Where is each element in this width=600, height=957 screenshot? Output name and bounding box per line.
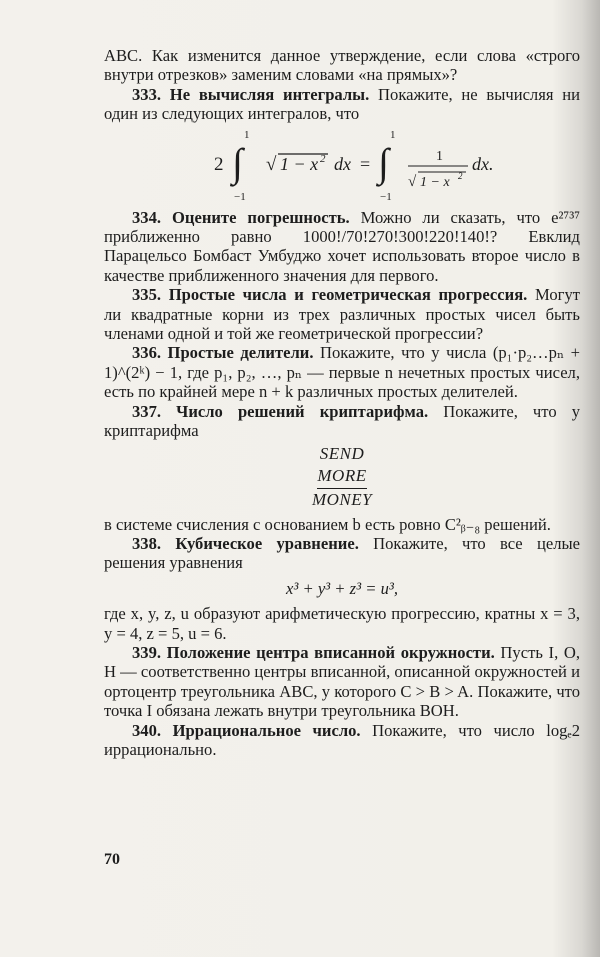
svg-text:∫: ∫ — [232, 139, 243, 185]
problem-336-text: Покажите, что у числа (p₁·p₂…pₙ + 1)^(2ᵏ) − 1, где p₁, p₂, …, pₙ — первые n нечетных простых чисел, есть по крайней мере n + k различных простых делителей. — [104, 343, 580, 402]
svg-text:2: 2 — [214, 153, 224, 175]
svg-text:dx: dx — [334, 153, 351, 174]
problem-338-title: 338. Кубическое уравнение. — [132, 533, 359, 553]
problem-333 — [104, 85, 580, 124]
svg-text:√: √ — [266, 153, 277, 175]
svg-text:dx.: dx. — [472, 153, 494, 174]
svg-text:1: 1 — [244, 128, 250, 141]
text-column — [104, 46, 580, 759]
problem-334-text: Можно ли сказать, что e²⁷³⁷ приближенно равно 1000!/70!270!300!220!140!? Евклид Парацельсо Бомбаст Умбуджо хочет использовать второе число в качестве приближенного значения для первого. — [104, 207, 580, 285]
crypt-word-money: MONEY — [311, 489, 373, 509]
svg-text:√: √ — [408, 173, 417, 190]
problem-339-title: 339. Положение центра вписанной окружности. — [132, 642, 495, 662]
problem-335-text: Могут ли квадратные корни из трех различных простых чисел быть членами одной и той же геометрической прогрессии? — [104, 285, 580, 344]
problem-339 — [104, 643, 580, 721]
problem-334-title: 334. Оцените погрешность. — [132, 207, 350, 227]
svg-text:−1: −1 — [380, 190, 392, 203]
problem-338 — [104, 534, 580, 573]
problem-337-after: в системе счисления с основанием b есть ровно C²ᵦ₋₈ решений. — [104, 514, 551, 534]
page-number: 70 — [104, 851, 120, 868]
svg-text:=: = — [360, 153, 371, 174]
problem-338-after: где x, y, z, u образуют арифметическую прогрессию, кратны x = 3, y = 4, z = 5, u = 6. — [104, 604, 580, 643]
integral-formula — [104, 126, 580, 204]
problem-340-title: 340. Иррациональное число. — [132, 720, 361, 740]
problem-340-text: Покажите, что число logₑ2 иррационально. — [104, 720, 580, 759]
problem-335-title: 335. Простые числа и геометрическая прогрессия. — [132, 285, 528, 305]
problem-335 — [104, 285, 580, 343]
problem-337-title: 337. Число решений криптарифма. — [132, 401, 429, 421]
crypt-word-more: MORE — [317, 465, 366, 489]
problem-336-title: 336. Простые делители. — [132, 343, 314, 363]
problem-337-text: Покажите, что у криптарифма — [104, 401, 581, 441]
integral-formula-graphic — [204, 126, 494, 204]
svg-text:1 − x: 1 − x — [280, 153, 319, 174]
problem-334 — [104, 208, 580, 286]
svg-text:1: 1 — [390, 128, 396, 141]
svg-text:2: 2 — [458, 170, 463, 181]
problem-340 — [104, 721, 580, 760]
svg-text:2: 2 — [320, 152, 326, 165]
problem-336 — [104, 343, 580, 401]
problem-333-title: 333. Не вычисляя интегралы. — [132, 84, 370, 104]
svg-text:∫: ∫ — [378, 139, 389, 185]
intro-paragraph: ABC. Как изменится данное утверждение, если слова «строго внутри отрезков» заменим словами «на прямых»? — [104, 46, 580, 85]
cryptarithm — [104, 443, 580, 511]
problem-333-text: Покажите, не вычисляя ни один из следующих интегралов, что — [104, 84, 580, 124]
svg-text:1 − x: 1 − x — [420, 174, 450, 190]
problem-338-text: Покажите, что все целые решения уравнения — [104, 533, 581, 573]
crypt-word-send: SEND — [319, 443, 365, 463]
svg-text:−1: −1 — [234, 190, 246, 203]
svg-text:1: 1 — [436, 148, 443, 164]
problem-337 — [104, 402, 580, 441]
problem-339-text: Пусть I, O, H — соответственно центры вписанной, описанной окружностей и ортоцентр треугольника ABC, у которого C > B > A. Покажите, что точка I обязана лежать внутри треугольника BOH. — [104, 642, 580, 721]
cubic-formula: x³ + y³ + z³ = u³, — [285, 578, 399, 598]
